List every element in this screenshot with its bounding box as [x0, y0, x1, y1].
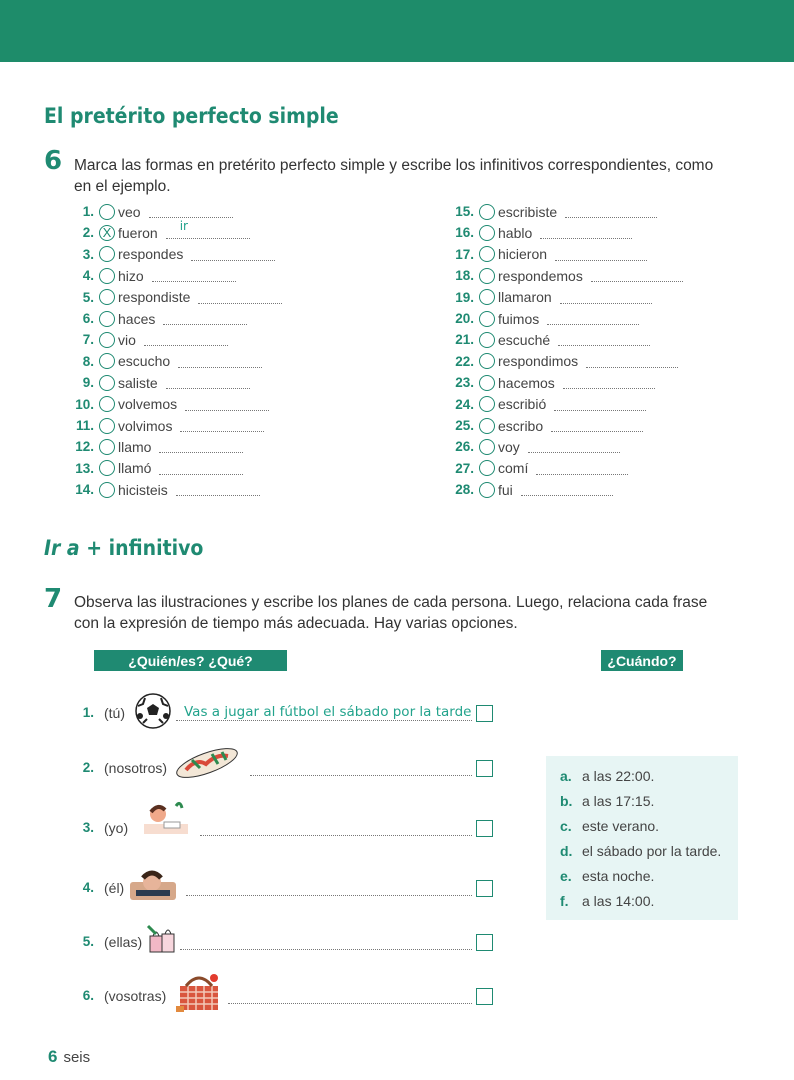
verb-form: escuché: [498, 331, 551, 348]
infinitive-answer-line[interactable]: [551, 419, 643, 432]
item-number: 15.: [455, 204, 474, 219]
item-number: 26.: [455, 439, 474, 455]
picnic-basket-icon: [174, 970, 224, 1016]
time-expression: [560, 843, 721, 859]
time-expression: [560, 868, 654, 884]
verb-item: [60, 372, 250, 393]
infinitive-answer-line[interactable]: [166, 219, 250, 239]
item-number: 28.: [455, 482, 474, 498]
plan-pronoun: (nosotros): [104, 760, 168, 776]
verb-form: fui: [498, 481, 513, 498]
shopping-bags-icon: [146, 922, 178, 956]
verb-item: [60, 219, 250, 243]
section-title-preterite: El pretérito perfecto simple: [44, 104, 339, 128]
answer-circle[interactable]: [479, 225, 495, 241]
plan-answer-line[interactable]: [180, 948, 472, 950]
verb-form: respondemos: [498, 267, 583, 284]
infinitive-answer-line[interactable]: [586, 355, 678, 368]
item-number: 18.: [455, 268, 474, 284]
verb-form: fuimos: [498, 310, 540, 327]
plan-number: 3.: [82, 820, 94, 835]
item-number: 17.: [455, 246, 474, 262]
verb-form: hicieron: [498, 246, 548, 263]
answer-circle[interactable]: [479, 460, 495, 476]
answer-circle[interactable]: [99, 204, 115, 220]
infinitive-answer-line[interactable]: [185, 398, 269, 411]
item-number: 13.: [75, 460, 94, 476]
infinitive-answer-line[interactable]: [149, 205, 233, 218]
answer-circle[interactable]: [479, 418, 495, 434]
answer-circle[interactable]: [99, 460, 115, 476]
infinitive-answer-line[interactable]: [565, 205, 657, 218]
time-text: a las 14:00.: [582, 893, 655, 909]
verb-form: escribió: [498, 396, 547, 413]
plan-row: [80, 748, 500, 788]
answer-circle[interactable]: [99, 375, 115, 391]
infinitive-answer-line[interactable]: [540, 226, 632, 239]
verb-form: haces: [118, 310, 156, 327]
item-number: 7.: [82, 332, 94, 348]
infinitive-answer-line[interactable]: [555, 248, 647, 261]
infinitive-answer-line[interactable]: [178, 355, 262, 368]
plan-number: 5.: [82, 934, 94, 949]
time-text: el sábado por la tarde.: [582, 843, 722, 859]
verb-form: hicisteis: [118, 481, 168, 498]
item-number: 3.: [82, 246, 94, 262]
plan-pronoun: (ellas): [104, 934, 143, 950]
verb-item: [60, 287, 282, 308]
infinitive-answer-line[interactable]: [547, 312, 639, 325]
item-number: 4.: [82, 268, 94, 284]
exercise-number-6: 6: [44, 146, 63, 176]
time-text: a las 17:15.: [582, 793, 655, 809]
plan-pronoun: (yo): [104, 820, 129, 836]
infinitive-answer-line[interactable]: [159, 462, 243, 475]
infinitive-answer-line[interactable]: [521, 483, 613, 496]
page-footer: [48, 1047, 90, 1067]
verb-form: saliste: [118, 374, 158, 391]
verb-form: hacemos: [498, 374, 555, 391]
verb-form: escribiste: [498, 203, 558, 220]
plan-answer-line[interactable]: [200, 834, 472, 836]
top-color-band: [0, 0, 794, 62]
verb-item: [60, 479, 260, 500]
verb-form: respondimos: [498, 353, 579, 370]
verb-item: [60, 394, 269, 415]
item-number: 27.: [455, 460, 474, 476]
verb-form: llamo: [118, 438, 152, 455]
item-number: 24.: [455, 396, 474, 412]
item-number: 5.: [82, 289, 94, 305]
verb-item: [440, 308, 639, 329]
time-letter: c.: [560, 818, 572, 834]
plan-pronoun: (vosotras): [104, 988, 167, 1004]
item-number: 2.: [82, 225, 94, 241]
when-header: ¿Cuándo?: [601, 650, 683, 671]
answer-circle[interactable]: [479, 353, 495, 369]
time-text: esta noche.: [582, 868, 655, 884]
infinitive-answer-line[interactable]: [198, 291, 282, 304]
infinitive-answer-line[interactable]: [163, 312, 247, 325]
answer-circle[interactable]: [479, 311, 495, 327]
time-letter: a.: [560, 768, 572, 784]
plan-answer-line[interactable]: [250, 774, 472, 776]
who-what-header: ¿Quién/es? ¿Qué?: [94, 650, 287, 671]
exercise-6-instruction: Marca las formas en pretérito perfecto simple y escribe los infinitivos correspondientes, como en el ejemplo.: [74, 157, 714, 195]
answer-circle[interactable]: [99, 268, 115, 284]
page-word: seis: [63, 1049, 91, 1066]
person-studying-icon: [134, 800, 194, 840]
answer-circle[interactable]: [479, 204, 495, 220]
verb-item: [440, 415, 643, 436]
answer-circle[interactable]: [479, 268, 495, 284]
verb-form: voy: [498, 438, 520, 455]
item-number: 19.: [455, 289, 474, 305]
verb-form: hizo: [118, 267, 144, 284]
section-title-italic: Ir a: [44, 536, 80, 560]
answer-circle[interactable]: X: [99, 225, 115, 241]
answer-circle[interactable]: [479, 375, 495, 391]
infinitive-answer-line[interactable]: [554, 398, 646, 411]
infinitive-answer-line[interactable]: [536, 462, 628, 475]
time-expression: [560, 893, 654, 909]
verb-item: [440, 394, 646, 415]
surfboard-icon: [172, 744, 242, 780]
verb-item: [60, 265, 236, 286]
answer-circle[interactable]: [99, 246, 115, 262]
verb-form: hablo: [498, 224, 533, 241]
plan-pronoun: (tú): [104, 705, 125, 721]
verb-form: respondiste: [118, 289, 191, 306]
time-expression: [560, 818, 659, 834]
verb-form: llamó: [118, 460, 152, 477]
answer-circle[interactable]: [479, 482, 495, 498]
time-text: a las 22:00.: [582, 768, 655, 784]
time-letter: d.: [560, 843, 573, 859]
verb-item: [60, 244, 275, 265]
item-number: 12.: [75, 439, 94, 455]
infinitive-answer-line[interactable]: [180, 419, 264, 432]
verb-item: [440, 287, 652, 308]
plan-pronoun: (él): [104, 880, 125, 896]
item-number: 16.: [455, 225, 474, 241]
answer-circle[interactable]: [479, 439, 495, 455]
answer-circle[interactable]: [479, 396, 495, 412]
verb-item: [440, 458, 628, 479]
infinitive-answer-line[interactable]: [563, 376, 655, 389]
plan-number: 2.: [82, 760, 94, 775]
plan-number: 6.: [82, 988, 94, 1003]
time-expression: [560, 793, 654, 809]
verb-item: [440, 265, 683, 286]
person-sleeping-icon: [128, 864, 178, 904]
verb-form: comí: [498, 460, 529, 477]
verb-form: llamaron: [498, 289, 552, 306]
item-number: 8.: [82, 353, 94, 369]
time-letter: e.: [560, 868, 572, 884]
infinitive-answer-line[interactable]: [528, 440, 620, 453]
verb-item: [60, 415, 264, 436]
infinitive-answer-line[interactable]: [159, 440, 243, 453]
verb-item: [440, 436, 620, 457]
time-letter-checkbox[interactable]: [476, 934, 493, 951]
verb-item: [440, 244, 647, 265]
item-number: 20.: [455, 311, 474, 326]
time-letter: f.: [560, 893, 569, 909]
item-number: 10.: [75, 396, 94, 412]
plan-number: 1.: [82, 705, 94, 720]
section-title-rest: + infinitivo: [79, 536, 204, 560]
time-letter-checkbox[interactable]: [476, 705, 493, 722]
answer-circle[interactable]: [99, 439, 115, 455]
time-letter-checkbox[interactable]: [476, 820, 493, 837]
page-number: 6: [48, 1047, 58, 1066]
section-title-ir-a-infinitivo: [44, 536, 203, 560]
verb-item: [60, 351, 262, 372]
answer-circle[interactable]: [479, 332, 495, 348]
verb-form: veo: [118, 203, 141, 220]
verb-form: volvemos: [118, 396, 178, 413]
verb-form: volvimos: [118, 417, 173, 434]
answer-circle[interactable]: [99, 396, 115, 412]
plan-answer-line[interactable]: [186, 894, 472, 896]
plan-row: [80, 922, 500, 962]
infinitive-answer-line[interactable]: [176, 483, 260, 496]
item-number: 1.: [82, 204, 94, 219]
verb-item: [440, 222, 632, 243]
verb-item: [440, 372, 655, 393]
exercise-number-7: 7: [44, 584, 63, 614]
time-letter-checkbox[interactable]: [476, 988, 493, 1005]
answer-circle[interactable]: [479, 246, 495, 262]
time-text: este verano.: [582, 818, 660, 834]
answer-circle[interactable]: [99, 482, 115, 498]
answer-circle[interactable]: [99, 353, 115, 369]
answer-circle[interactable]: [99, 332, 115, 348]
time-expression: [560, 768, 654, 784]
item-number: 9.: [82, 375, 94, 391]
infinitive-answer-line[interactable]: [152, 269, 236, 282]
item-number: 14.: [75, 482, 94, 498]
verb-item: [60, 458, 243, 479]
answer-circle[interactable]: [99, 311, 115, 327]
item-number: 6.: [82, 311, 94, 326]
infinitive-answer-line[interactable]: [560, 291, 652, 304]
verb-item: [440, 479, 613, 500]
time-expressions-box: [546, 756, 738, 920]
item-number: 21.: [455, 332, 474, 348]
answer-circle[interactable]: [99, 289, 115, 305]
verb-item: [60, 308, 247, 329]
verb-item: [60, 436, 243, 457]
time-letter-checkbox[interactable]: [476, 880, 493, 897]
time-letter: b.: [560, 793, 573, 809]
verb-item: [440, 329, 650, 350]
verb-form: fueron: [118, 224, 158, 241]
verb-item: [60, 201, 233, 222]
plan-answer-line[interactable]: [228, 1002, 472, 1004]
time-letter-checkbox[interactable]: [476, 760, 493, 777]
verb-item: [60, 329, 228, 350]
verb-form: vio: [118, 331, 136, 348]
infinitive-answer-line[interactable]: [591, 269, 683, 282]
verb-form: respondes: [118, 246, 184, 263]
handwritten-answer: ir: [179, 219, 188, 234]
verb-form: escribo: [498, 417, 544, 434]
infinitive-answer-line[interactable]: [558, 333, 650, 346]
item-number: 11.: [75, 418, 94, 433]
answer-circle[interactable]: [99, 418, 115, 434]
item-number: 25.: [455, 418, 474, 433]
infinitive-answer-line[interactable]: [144, 333, 228, 346]
soccer-ball-icon: [134, 692, 172, 730]
item-number: 22.: [455, 353, 474, 369]
answer-circle[interactable]: [479, 289, 495, 305]
plan-number: 4.: [82, 880, 94, 895]
item-number: 23.: [455, 375, 474, 391]
infinitive-answer-line[interactable]: [191, 248, 275, 261]
handwritten-plan-answer: Vas a jugar al fútbol el sábado por la tarde: [184, 704, 472, 720]
verb-item: [440, 351, 678, 372]
plan-row: [80, 976, 500, 1016]
infinitive-answer-line[interactable]: [166, 376, 250, 389]
verb-item: [440, 201, 657, 222]
verb-form: escucho: [118, 353, 171, 370]
exercise-7-instruction: Observa las ilustraciones y escribe los planes de cada persona. Luego, relaciona cada frase con la expresión de tiempo más adecuada. Hay varias opciones.: [74, 594, 708, 632]
